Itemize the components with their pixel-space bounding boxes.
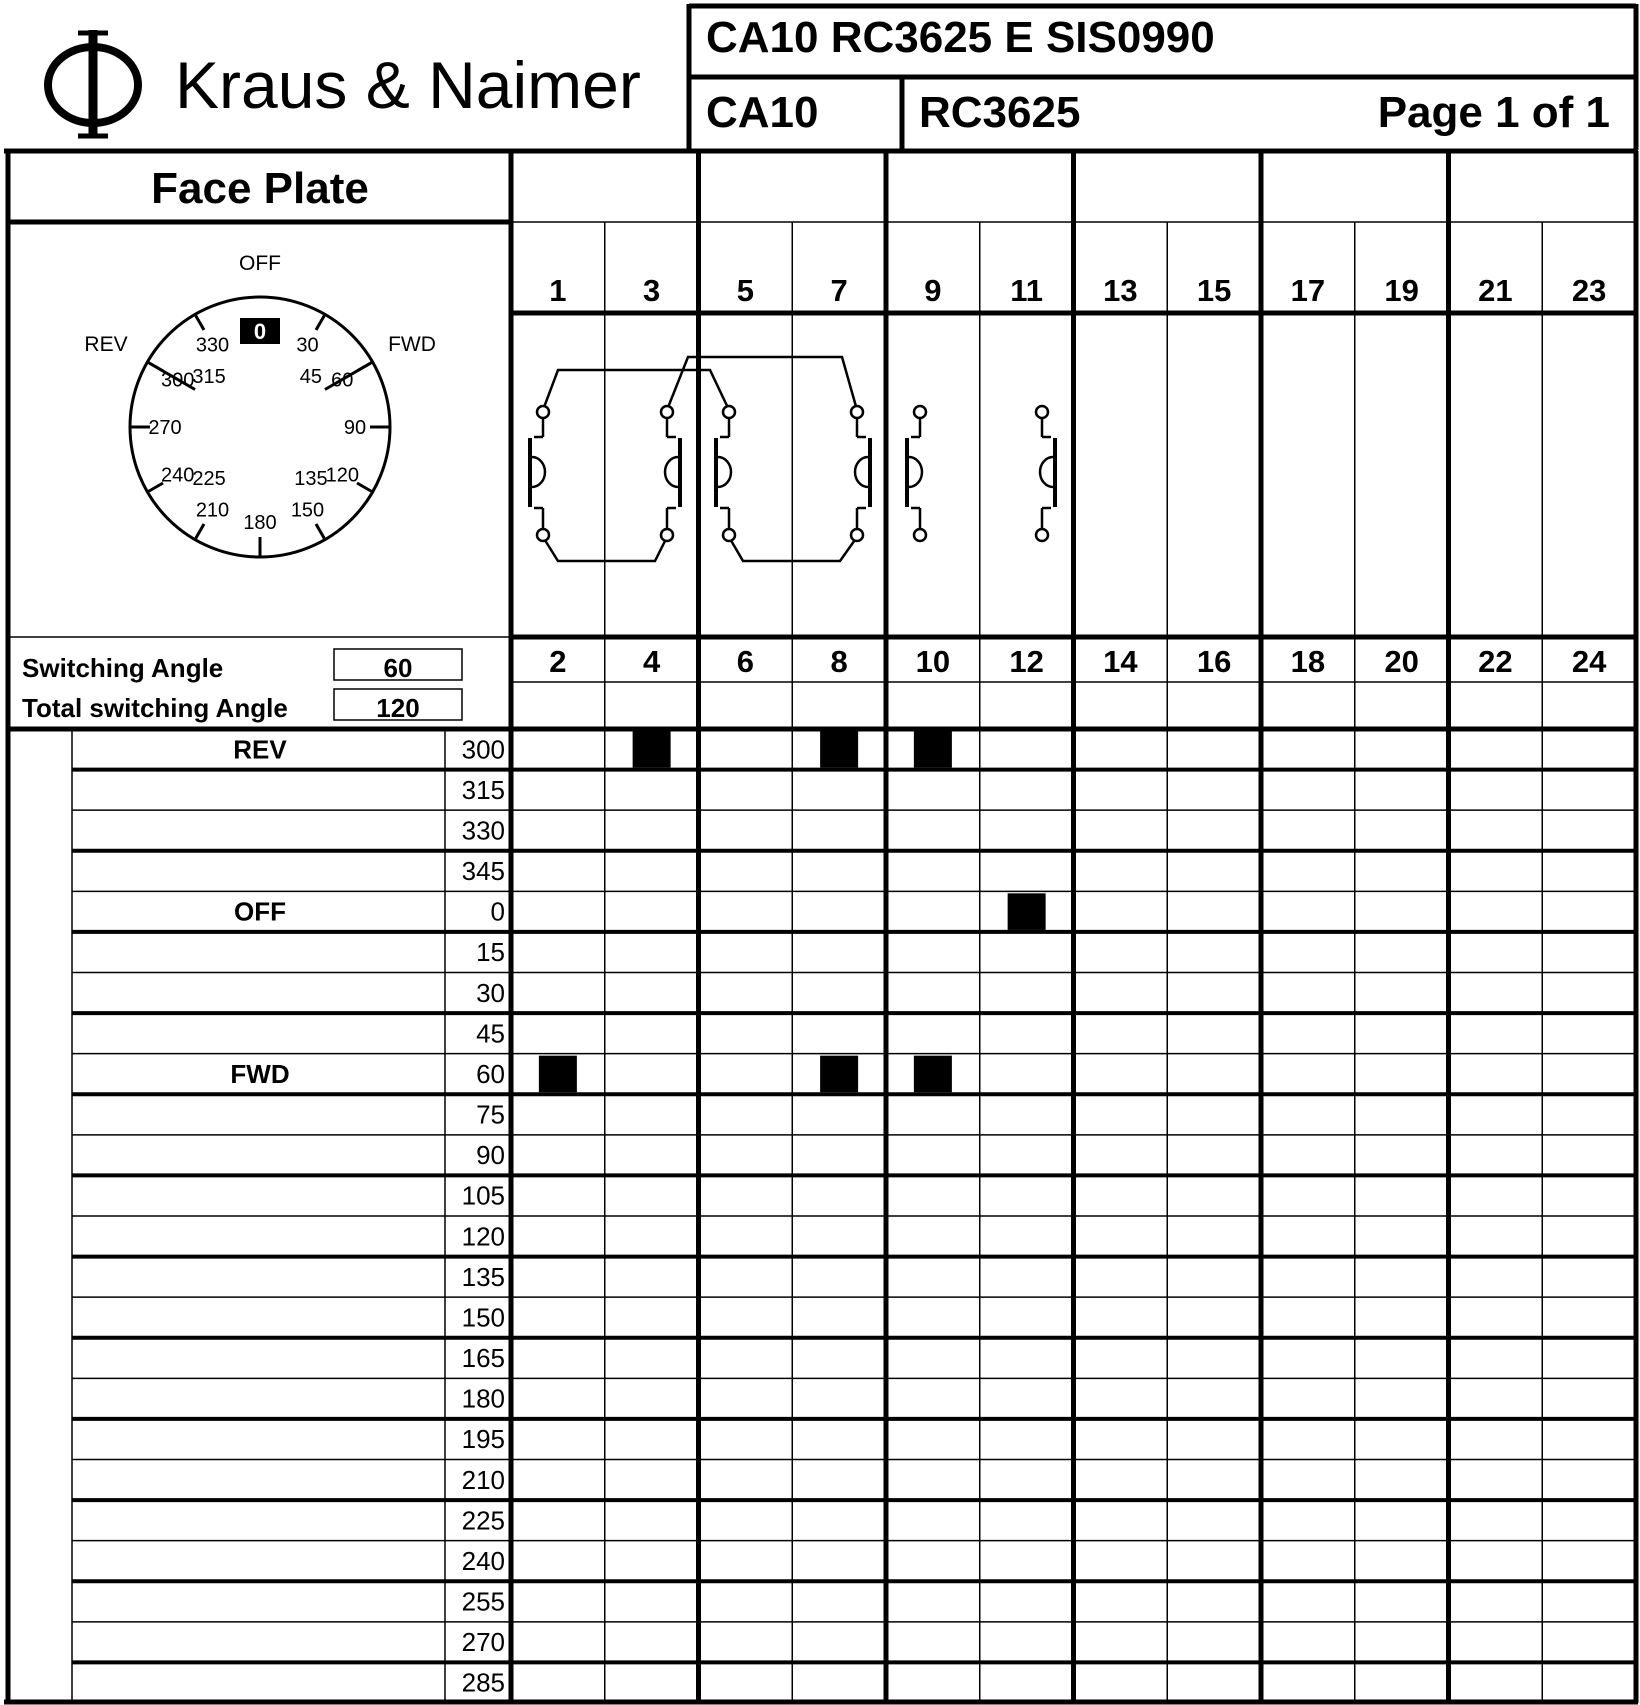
switching-angle-label: Switching Angle xyxy=(22,653,224,683)
dial-angle-label: 210 xyxy=(195,499,230,522)
position-angle: 30 xyxy=(476,977,505,1008)
dial-angle-label: 30 xyxy=(296,334,319,357)
position-angle: 105 xyxy=(461,1180,505,1211)
position-angle: 225 xyxy=(461,1505,505,1536)
position-angle: 150 xyxy=(461,1302,505,1333)
position-angle: 180 xyxy=(461,1383,505,1414)
dial-tick xyxy=(316,524,325,540)
terminal-bottom-label: 24 xyxy=(1571,644,1607,679)
dial-angle-label: 330 xyxy=(195,334,230,357)
terminal-bottom-label: 18 xyxy=(1290,644,1326,679)
series-code: CA10 xyxy=(706,88,819,137)
position-label: FWD xyxy=(230,1058,290,1089)
terminal-top-label: 21 xyxy=(1478,273,1513,308)
position-angle: 315 xyxy=(461,774,505,805)
contact-closed-mark xyxy=(633,731,671,768)
dial-off-label: OFF xyxy=(239,252,281,275)
contact-closed-mark xyxy=(1008,893,1046,930)
dial-angle-label: 225 xyxy=(192,467,226,490)
total-switching-angle-value: 120 xyxy=(376,693,420,723)
page-indicator: Page 1 of 1 xyxy=(1377,88,1610,137)
contact-closed-mark xyxy=(539,1056,577,1093)
dial-angle-label: 90 xyxy=(343,417,367,439)
program-code: RC3625 xyxy=(919,88,1081,137)
terminal-top-label: 11 xyxy=(1010,273,1044,308)
terminal-bottom-label: 12 xyxy=(1009,644,1044,679)
contact-closed-mark xyxy=(820,1056,858,1093)
dial-tick xyxy=(195,524,204,540)
terminal-top-label: 3 xyxy=(643,273,661,308)
position-angle: 135 xyxy=(461,1261,505,1292)
position-angle: 285 xyxy=(461,1667,505,1698)
main-frame xyxy=(4,151,1638,1703)
position-angle: 330 xyxy=(461,815,505,846)
brand-name: Kraus & Naimer xyxy=(175,48,641,122)
dial-rev-label: REV xyxy=(84,333,128,356)
terminal-top-label: 9 xyxy=(924,273,942,308)
position-row-lines xyxy=(72,770,1636,1663)
terminal-bottom-label: 22 xyxy=(1478,644,1513,679)
dial-angle-label: 150 xyxy=(290,499,325,522)
face-plate-dial xyxy=(84,252,436,557)
position-angle: 60 xyxy=(476,1058,505,1089)
terminal-top-label: 1 xyxy=(549,273,567,308)
face-plate-title: Face Plate xyxy=(151,164,369,213)
dial-fwd-label: FWD xyxy=(388,333,436,356)
contact-closed-mark xyxy=(914,731,952,768)
position-angle: 300 xyxy=(461,734,505,765)
terminal-bottom-label: 4 xyxy=(643,644,661,679)
position-angle: 195 xyxy=(461,1424,505,1455)
dial-angle-label: 60 xyxy=(331,369,354,392)
terminal-top-label: 13 xyxy=(1103,273,1138,308)
phi-logo-icon xyxy=(48,30,138,137)
terminal-bottom-label: 20 xyxy=(1384,644,1419,679)
dial-angle-label: 45 xyxy=(299,366,323,389)
position-angle: 0 xyxy=(490,896,505,927)
position-angle: 270 xyxy=(461,1627,505,1658)
dial-angle-label: 135 xyxy=(294,467,328,490)
position-label: OFF xyxy=(234,896,286,927)
dial-angle-label: 240 xyxy=(161,464,195,487)
dial-angle-label: 270 xyxy=(148,417,182,439)
dial-tick xyxy=(316,314,325,330)
dial-angle-label: 120 xyxy=(325,464,359,487)
terminal-bottom-label: 14 xyxy=(1103,644,1138,679)
position-angle: 120 xyxy=(461,1221,505,1252)
dial-angle-label: 315 xyxy=(192,366,226,389)
terminal-top-label: 5 xyxy=(736,273,754,308)
dial-tick xyxy=(357,483,373,492)
position-label: REV xyxy=(233,734,287,765)
position-angle: 255 xyxy=(461,1586,505,1617)
contact-closed-mark xyxy=(914,1056,952,1093)
terminal-top-label: 7 xyxy=(830,273,848,308)
position-angle: 75 xyxy=(476,1099,505,1130)
terminal-bottom-label: 8 xyxy=(830,644,848,679)
terminal-top-label: 15 xyxy=(1196,273,1232,308)
terminal-top-label: 17 xyxy=(1290,273,1326,308)
switching-angle-value: 60 xyxy=(383,653,413,683)
contact-grid-lines xyxy=(605,151,1543,1703)
pointer-label: 0 xyxy=(253,319,267,344)
position-angle: 90 xyxy=(476,1140,505,1171)
position-angle: 345 xyxy=(461,856,505,887)
terminal-bottom-label: 6 xyxy=(736,644,754,679)
position-angle: 210 xyxy=(461,1464,505,1495)
dial-angle-label: 180 xyxy=(243,512,277,534)
position-angle: 15 xyxy=(476,937,505,968)
dial-tick xyxy=(195,314,204,330)
terminal-bottom-label: 10 xyxy=(915,644,951,679)
terminal-top-label: 19 xyxy=(1384,273,1419,308)
terminal-bottom-label: 16 xyxy=(1196,644,1232,679)
position-angle: 45 xyxy=(476,1018,505,1049)
contact-closed-mark xyxy=(820,731,858,768)
position-angle: 165 xyxy=(461,1343,505,1374)
position-angle: 240 xyxy=(461,1545,505,1576)
terminal-top-label: 23 xyxy=(1571,273,1607,308)
terminal-bottom-label: 2 xyxy=(549,644,567,679)
total-switching-angle-label: Total switching Angle xyxy=(22,693,288,723)
dial-angle-label: 300 xyxy=(161,369,195,392)
document-code: CA10 RC3625 E SIS0990 xyxy=(706,13,1215,62)
